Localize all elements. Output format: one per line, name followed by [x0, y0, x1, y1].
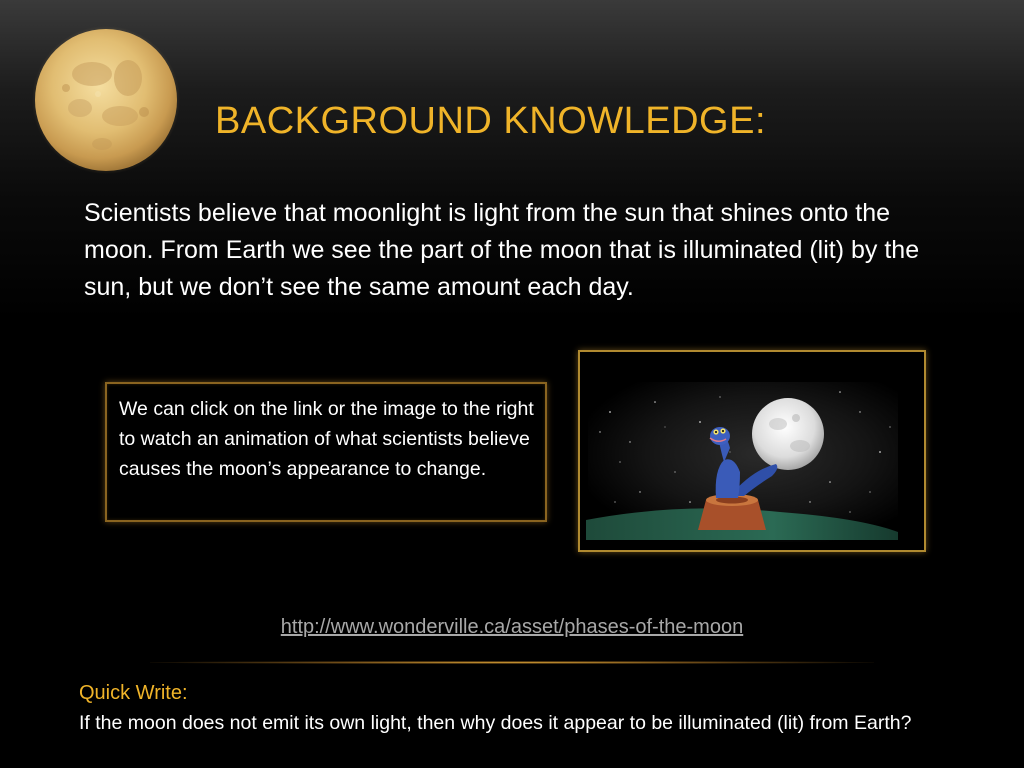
- divider-line: [150, 661, 874, 664]
- intro-paragraph: Scientists believe that moonlight is light from the sun that shines onto the moon. From Earth we see the part of the moon that is illuminated (lit) by the sun, but we don’t see the same amount each day.: [84, 199, 920, 301]
- slide-title: BACKGROUND KNOWLEDGE:: [215, 100, 767, 142]
- quick-write-question: If the moon does not emit its own light, then why does it appear to be illuminated (lit) from Earth?: [79, 712, 912, 734]
- full-moon-icon: [32, 26, 180, 174]
- animation-link[interactable]: http://www.wonderville.ca/asset/phases-of-the-moon: [280, 616, 744, 638]
- animation-thumbnail-link[interactable]: [578, 350, 926, 552]
- info-callout-box: [105, 382, 547, 522]
- info-callout-text: We can click on the link or the image to the right to watch an animation of what scientists believe causes the moon’s appearance to change.: [119, 398, 534, 480]
- quick-write-label: Quick Write:: [79, 682, 188, 704]
- animation-thumbnail-image: [580, 352, 924, 550]
